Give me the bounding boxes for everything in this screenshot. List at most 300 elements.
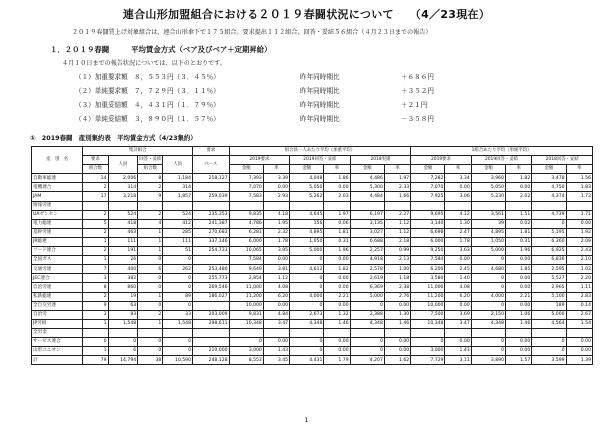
value-cell: 1.32	[324, 310, 350, 319]
value-cell: 5,100	[532, 292, 566, 301]
value-cell: 2.27	[384, 210, 410, 219]
value-cell: 524	[108, 210, 138, 219]
table-row	[32, 228, 593, 237]
header-people: 人員	[108, 156, 138, 174]
value-cell: 2.18	[384, 237, 410, 246]
value-cell	[138, 201, 163, 210]
value-cell: 1,050	[290, 237, 324, 246]
value-cell: 7,584	[411, 256, 445, 265]
value-cell: 4,645	[290, 210, 324, 219]
value-cell: 3,135	[350, 219, 384, 228]
header-aggregate: 集計組合	[83, 147, 193, 156]
value-cell	[193, 201, 230, 210]
value-cell: 7,500	[411, 310, 445, 319]
value-cell: 9,695	[411, 210, 445, 219]
result-label: （３）加重妥結額	[75, 101, 128, 109]
industry-name-cell: 全自交労連	[32, 301, 83, 310]
value-cell: 3,599	[532, 356, 566, 365]
table-row	[32, 274, 593, 283]
value-cell: 2.93	[263, 192, 289, 201]
result-label: （１）加重要求額	[75, 73, 128, 81]
value-cell: 3	[83, 274, 108, 283]
page-number: 1	[304, 416, 309, 424]
title-date: （4／23現在）	[409, 8, 491, 21]
header-2019-request: 2019要求	[229, 156, 290, 165]
value-cell: 0	[163, 256, 193, 265]
title-text: 連合山形加盟組合における２０１９春闘状況について	[122, 8, 394, 21]
value-cell: 111	[108, 237, 138, 246]
value-cell	[193, 256, 230, 265]
value-cell: 4	[138, 219, 163, 228]
value-cell: 0.00	[445, 301, 471, 310]
value-cell: 6.20	[263, 292, 289, 301]
value-cell: 1.79	[324, 356, 350, 365]
value-cell: 6.20	[445, 292, 471, 301]
header-rate: 率	[263, 165, 289, 174]
value-cell: 2.03	[324, 192, 350, 201]
value-cell: 412	[163, 219, 193, 228]
value-cell: 8	[138, 174, 163, 183]
value-cell	[532, 201, 566, 210]
value-cell: 218,127	[193, 174, 230, 183]
value-cell: 1.81	[506, 228, 532, 237]
value-cell	[471, 328, 505, 337]
value-cell: 3.06	[445, 192, 471, 201]
value-cell: 7,925	[411, 192, 445, 201]
value-cell: 2	[138, 183, 163, 192]
value-cell: 5,300	[350, 183, 384, 192]
value-cell: 3,478	[532, 174, 566, 183]
value-cell: 0	[163, 283, 193, 292]
value-cell: 1.39	[566, 356, 592, 365]
value-cell: 2	[83, 247, 108, 256]
value-cell: 0	[163, 347, 193, 356]
value-cell: 33	[163, 310, 193, 319]
industry-summary-table	[31, 146, 593, 365]
value-cell: 1.43	[263, 347, 289, 356]
value-cell: 0.00	[566, 219, 592, 228]
value-cell: 0	[163, 274, 193, 283]
header-amount: 金額	[411, 165, 445, 174]
table-row	[32, 301, 593, 310]
result-label: （４）単純妥結額	[75, 115, 128, 123]
value-cell: 5	[83, 219, 108, 228]
industry-name-cell: 自治労連	[32, 283, 83, 292]
value-cell: 0	[290, 301, 324, 310]
value-cell: 3.81	[263, 265, 289, 274]
value-cell: 1.66	[384, 192, 410, 201]
industry-name-cell: 情報労連	[32, 201, 83, 210]
value-cell: 418	[108, 219, 138, 228]
industry-name-cell: 自治労	[32, 310, 83, 319]
value-cell: 1.43	[445, 347, 471, 356]
value-cell: 4.84	[263, 310, 289, 319]
table-row	[32, 183, 593, 192]
value-cell: 253,480	[193, 265, 230, 274]
value-cell: 83	[108, 310, 138, 319]
value-cell: 5,000	[290, 247, 324, 256]
value-cell: 1.72	[566, 192, 592, 201]
value-cell: 0.00	[324, 283, 350, 292]
value-cell: 0.00	[384, 301, 410, 310]
value-cell: 4,739	[532, 210, 566, 219]
value-cell: 259,039	[193, 192, 230, 201]
value-cell: 1.96	[506, 247, 532, 256]
industry-name-cell: フード連合	[32, 247, 83, 256]
value-cell: 2	[138, 310, 163, 319]
value-cell: 0	[532, 219, 566, 228]
value-cell: 1.56	[566, 174, 592, 183]
value-cell: 3,027	[350, 228, 384, 237]
value-cell	[471, 201, 505, 210]
industry-name-cell: JEC連合	[32, 274, 83, 283]
value-cell: 0.00	[263, 183, 289, 192]
value-cell: 2,150	[471, 310, 505, 319]
value-cell: 1	[83, 319, 108, 328]
value-cell: 0.00	[263, 337, 289, 346]
header-answer-count: 回答・妥結	[138, 156, 163, 165]
value-cell: 0	[471, 274, 505, 283]
value-cell: 11,000	[229, 283, 263, 292]
value-cell: 1.46	[384, 319, 410, 328]
value-cell: 1,050	[471, 237, 505, 246]
industry-name-cell: 電力総連	[32, 219, 83, 228]
industry-name-cell: 全国ガス	[32, 256, 83, 265]
value-cell: 4,564	[532, 319, 566, 328]
table-total-row	[32, 356, 593, 365]
value-cell: 1.82	[506, 174, 532, 183]
value-cell: 0.00	[445, 183, 471, 192]
value-cell	[445, 201, 471, 210]
value-cell: 1.92	[566, 228, 592, 237]
value-cell: 2.32	[263, 228, 289, 237]
value-cell: 0.00	[263, 256, 289, 265]
value-cell: 2.47	[445, 228, 471, 237]
header-2019-answer: 2019回答・妥結	[290, 156, 351, 165]
value-cell: 8,553	[229, 356, 263, 365]
value-cell: 0	[350, 337, 384, 346]
result-diff: －３５８円	[401, 115, 434, 123]
value-cell: 1.81	[324, 228, 350, 237]
table-row	[32, 347, 593, 356]
value-cell: 2	[83, 292, 108, 301]
value-cell: 1.18	[384, 274, 410, 283]
value-cell: 79	[83, 356, 108, 365]
value-cell	[138, 328, 163, 337]
result-compare-label: 昨年同時期比	[300, 73, 340, 81]
value-cell: 2,006	[108, 174, 138, 183]
value-cell: 3,000	[411, 347, 445, 356]
header-rate: 率	[384, 165, 410, 174]
value-cell	[566, 201, 592, 210]
value-cell: 0	[411, 337, 445, 346]
result-compare-label: 昨年同時期比	[300, 101, 340, 109]
value-cell: 2,619	[350, 274, 384, 283]
value-cell	[193, 337, 230, 346]
value-cell: 2.21	[506, 292, 532, 301]
value-cell: 1.85	[506, 265, 532, 274]
section1-heading	[50, 44, 272, 55]
result-row-weighted-settlement	[75, 99, 428, 109]
value-cell: 2.67	[566, 310, 592, 319]
value-cell: 1.12	[263, 274, 289, 283]
value-cell: 1.78	[263, 237, 289, 246]
value-cell: 0.00	[566, 347, 592, 356]
value-cell	[324, 201, 350, 210]
value-cell: 4.08	[445, 283, 471, 292]
value-cell: 10,065	[229, 247, 263, 256]
table-row	[32, 219, 593, 228]
industry-name-cell: JP労組	[32, 319, 83, 328]
value-cell: 7,070	[411, 183, 445, 192]
table-row	[32, 174, 593, 183]
value-cell: 26	[108, 256, 138, 265]
value-cell: 9,250	[411, 247, 445, 256]
header-answer-unions: 組合数	[138, 165, 163, 174]
value-cell: 3.11	[445, 356, 471, 365]
value-cell: 1.97	[324, 210, 350, 219]
value-cell: 2.21	[324, 292, 350, 301]
value-cell: 63	[108, 301, 138, 310]
value-cell	[411, 201, 445, 210]
value-cell: 1.96	[324, 247, 350, 256]
value-cell: 1.11	[566, 283, 592, 292]
value-cell: 0.99	[384, 247, 410, 256]
value-cell: 9,831	[229, 310, 263, 319]
value-cell: 0	[138, 274, 163, 283]
header-2019-request-simple: 2019要求	[411, 156, 472, 165]
value-cell: 1.71	[566, 210, 592, 219]
value-cell: 3.45	[263, 356, 289, 365]
value-cell: 2.09	[566, 237, 592, 246]
value-cell: 0.00	[324, 347, 350, 356]
value-cell: 1.46	[324, 319, 350, 328]
table-body	[32, 174, 593, 365]
value-cell: 3,561	[471, 210, 505, 219]
value-cell: 524	[163, 210, 193, 219]
value-cell: 7,282	[411, 174, 445, 183]
value-cell: 17	[83, 192, 108, 201]
value-cell: 5,230	[471, 192, 505, 201]
result-row-simple-request	[75, 85, 434, 95]
value-cell: 0.31	[506, 237, 532, 246]
result-diff: ＋２１円	[401, 101, 428, 109]
value-cell	[163, 201, 193, 210]
value-cell: 1	[138, 292, 163, 301]
table-row	[32, 265, 593, 274]
value-cell: 255,773	[193, 274, 230, 283]
value-cell: 4,484	[350, 192, 384, 201]
value-cell: 2,854	[229, 274, 263, 283]
value-cell: 4,750	[532, 183, 566, 192]
value-cell: 0	[138, 347, 163, 356]
value-cell: 2.38	[384, 283, 410, 292]
value-cell: 3,890	[471, 356, 505, 365]
value-cell: 1.30	[384, 310, 410, 319]
table-row	[32, 319, 593, 328]
value-cell: 4,207	[350, 356, 384, 365]
value-cell: 0	[532, 337, 566, 346]
value-cell: 1.95	[263, 219, 289, 228]
section2-heading: ① 2019春闘 産別集約表 平均賃金方式（4/23集約）	[30, 134, 197, 142]
value-cell: 0	[350, 301, 384, 310]
value-cell: 6,197	[350, 210, 384, 219]
header-2018-answer-simple: 2018回答・妥結	[532, 156, 593, 165]
value-cell: 7	[83, 265, 108, 274]
result-row-simple-settlement	[75, 113, 434, 123]
value-cell: 0	[471, 301, 505, 310]
value-cell: 2,578	[350, 265, 384, 274]
result-label: （２）単純要求額	[75, 87, 128, 95]
value-cell: 0	[83, 337, 108, 346]
value-cell: 6,698	[411, 228, 445, 237]
section1-title: １．２０１９春闘	[50, 45, 110, 54]
value-cell: 1	[83, 347, 108, 356]
header-request-count: 要求	[83, 156, 108, 165]
table-row	[32, 192, 593, 201]
header-people-2: 人員	[163, 156, 193, 174]
table-row	[32, 292, 593, 301]
value-cell: 9	[138, 192, 163, 201]
value-cell: 2	[83, 228, 108, 237]
value-cell: 11,200	[229, 292, 263, 301]
value-cell: 298,611	[193, 319, 230, 328]
value-cell: 2,257	[350, 247, 384, 256]
value-cell: 382	[108, 274, 138, 283]
value-cell: 463	[108, 228, 138, 237]
value-cell: 0.00	[324, 301, 350, 310]
value-cell	[229, 201, 263, 210]
value-cell: 314	[163, 183, 193, 192]
value-cell: 9	[83, 301, 108, 310]
table-row	[32, 337, 593, 346]
result-diff: ＋６８６円	[401, 73, 434, 81]
value-cell: 0.00	[506, 337, 532, 346]
value-cell: 0.00	[324, 274, 350, 283]
value-cell: 5,195	[532, 228, 566, 237]
table-header	[32, 147, 593, 174]
header-rate: 率	[566, 165, 592, 174]
value-cell: 1	[83, 237, 108, 246]
value-cell	[411, 328, 445, 337]
value-cell	[384, 201, 410, 210]
value-cell	[229, 328, 263, 337]
value-cell	[263, 328, 289, 337]
value-cell	[163, 328, 193, 337]
value-cell: 1.30	[445, 219, 471, 228]
header-request-unions: 組合数	[83, 165, 108, 174]
value-cell: 111	[163, 237, 193, 246]
value-cell: 7,584	[229, 256, 263, 265]
value-cell: 2,388	[350, 310, 384, 319]
industry-name-cell: UAゼンセン	[32, 210, 83, 219]
value-cell: 3	[83, 310, 108, 319]
value-cell: 248,128	[193, 356, 230, 365]
value-cell: 0	[163, 301, 193, 310]
industry-name-cell: 基幹労連	[32, 228, 83, 237]
value-cell: 7,393	[229, 174, 263, 183]
industry-name-cell: 山形ユニオン	[32, 347, 83, 356]
value-cell: 6,200	[411, 265, 445, 274]
value-cell: 10,348	[411, 319, 445, 328]
value-cell: 1,548	[163, 319, 193, 328]
value-cell: 1.78	[445, 237, 471, 246]
value-cell: 9,649	[229, 265, 263, 274]
value-cell: 1	[138, 247, 163, 256]
header-base: ベース	[193, 156, 230, 174]
value-cell: 7,729	[411, 356, 445, 365]
value-cell: 4,486	[350, 174, 384, 183]
value-cell: 203,009	[193, 310, 230, 319]
value-cell	[290, 328, 324, 337]
value-cell: 3.39	[263, 174, 289, 183]
value-cell: 2.76	[384, 292, 410, 301]
value-cell	[506, 328, 532, 337]
value-cell: 1.97	[384, 174, 410, 183]
value-cell: 1,184	[163, 174, 193, 183]
header-weighted-average: 組合員一人あたり平均（加重平均）	[229, 147, 411, 156]
value-cell	[445, 328, 471, 337]
value-cell: 4,000	[290, 292, 324, 301]
value-cell: 0	[290, 347, 324, 356]
result-compare-label: 昨年同時期比	[300, 115, 340, 123]
value-cell: 6,000	[411, 237, 445, 246]
value-cell: 0.00	[263, 301, 289, 310]
intro-text: ２０１９春闘賃上げ対象組合は、連合山形傘下で１７５組合。要求提出１１２組合、回答・妥結５６組合（４月２３日までの報告）	[72, 29, 432, 36]
value-cell: 2.43	[566, 247, 592, 256]
value-cell: 0	[471, 283, 505, 292]
value-cell: 314	[108, 183, 138, 192]
value-cell: 38	[138, 356, 163, 365]
value-cell: 7,583	[229, 192, 263, 201]
industry-name-cell: 私鉄総連	[32, 292, 83, 301]
industry-name-cell: JAM	[32, 192, 83, 201]
value-cell: 0.00	[324, 337, 350, 346]
value-cell: 1	[138, 319, 163, 328]
value-cell	[532, 328, 566, 337]
value-cell: 2	[83, 183, 108, 192]
value-cell: 14,794	[108, 356, 138, 365]
value-cell: 11,200	[411, 292, 445, 301]
value-cell: 6,360	[532, 237, 566, 246]
value-cell: 400	[108, 265, 138, 274]
value-cell	[290, 201, 324, 210]
value-cell: 3,140	[411, 219, 445, 228]
value-cell: 6,688	[350, 237, 384, 246]
value-cell: 5,000	[350, 292, 384, 301]
value-cell: 10,348	[229, 319, 263, 328]
value-cell: 89	[163, 292, 193, 301]
header-2019-answer-simple: 2019回答・妥結	[471, 156, 532, 165]
industry-name-cell: 交通労連	[32, 265, 83, 274]
value-cell: 0.00	[445, 337, 471, 346]
value-cell: 186,027	[193, 292, 230, 301]
value-cell: 4,348	[350, 319, 384, 328]
header-request: 要求	[193, 147, 230, 156]
value-cell: 5,000	[532, 310, 566, 319]
value-cell: 262	[163, 265, 193, 274]
value-cell: 8	[83, 283, 108, 292]
value-cell: 0	[471, 256, 505, 265]
value-cell: 11,000	[411, 283, 445, 292]
value-cell: 10,590	[163, 356, 193, 365]
value-cell: 1.12	[384, 228, 410, 237]
value-cell: 189	[532, 301, 566, 310]
result-row-weighted-request	[75, 71, 434, 81]
result-value: ３，８９０円（１．５７％）	[134, 115, 220, 123]
industry-name-cell: 全労金	[32, 328, 83, 337]
table-row	[32, 328, 593, 337]
